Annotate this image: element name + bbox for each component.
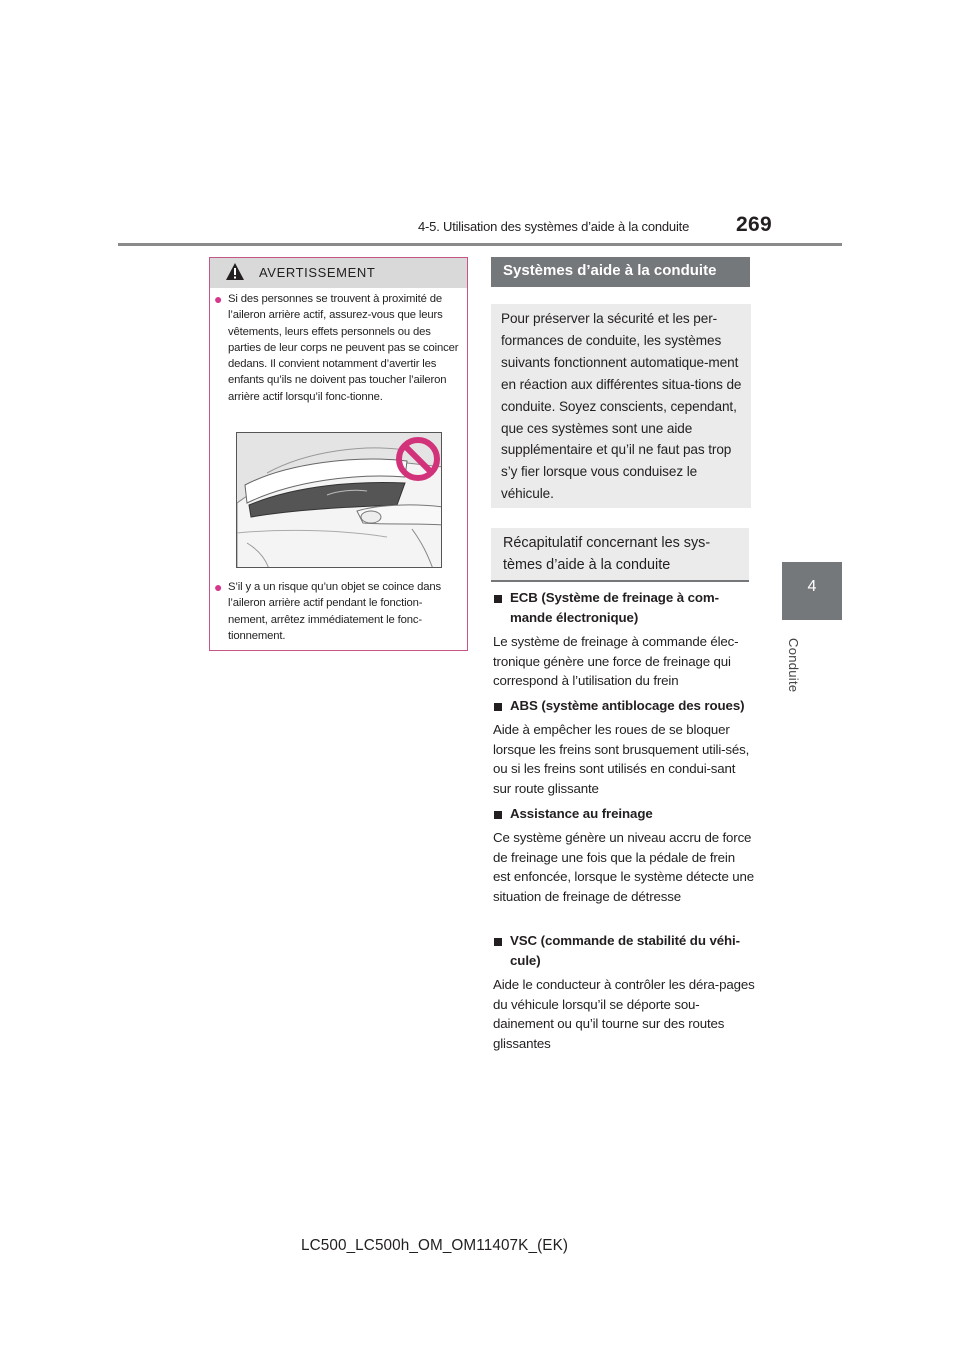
item-body: Ce système génère un niveau accru de force de freinage une fois que la pédale de frein est enfoncée, lorsque le système détecte une situation de freinage de détresse: [493, 830, 754, 904]
chapter-number: 4: [807, 578, 817, 595]
item-title: Assistance au freinage: [510, 806, 653, 821]
item-body: Aide le conducteur à contrôler les déra-pages du véhicule lorsqu’il se déporte sou-dainement ou qu’il tourne sur des routes glissantes: [493, 977, 755, 1051]
item-title: ECB (Système de freinage à com-mande électronique): [510, 590, 719, 625]
warning-text: Si des personnes se trouvent à proximité de l’aileron arrière actif, assurez-vous que leurs vêtements, leurs effets personnels ou des parties de leur corps ne peuvent pas se coincer dedans. Il convient notamment d’avertir les enfants qu’ils ne doivent pas toucher l’aileron arrière actif lorsqu’il fonc-tionne.: [228, 293, 459, 403]
chapter-label-text: Conduite: [786, 638, 801, 693]
square-bullet-icon: [494, 703, 502, 711]
item-title: VSC (commande de stabilité du véhi-cule): [510, 933, 740, 968]
bullet-icon: ●: [214, 579, 223, 595]
intro-box: [491, 304, 751, 508]
intro-text: Pour préserver la sécurité et les per-formances de conduite, les systèmes suivants fonctionnent automatique-ment en réaction aux différentes situa-tions de conduite. Soyez conscients, cependant, que ces systèmes sont une aide supplémentaire et qu’il ne faut pas trop s’y fier lorsque vous conduisez le véhicule.: [501, 311, 742, 502]
warning-text: S’il y a un risque qu’un objet se coince dans l’aileron arrière actif pendant le fonction-nement, arrêtez immédiatement le fonc-tionnement.: [228, 581, 442, 642]
chapter-label: [786, 638, 802, 698]
square-bullet-icon: [494, 938, 502, 946]
header-rule: [118, 243, 842, 246]
section-title: 4-5. Utilisation des systèmes d’aide à la conduite: [418, 219, 690, 234]
page-number: 269: [736, 213, 772, 236]
systems-header-text: Systèmes d’aide à la conduite: [503, 262, 717, 279]
square-bullet-icon: [494, 811, 502, 819]
square-bullet-icon: [494, 595, 502, 603]
systems-header: [491, 257, 750, 287]
warning-title: AVERTISSEMENT: [259, 265, 376, 280]
document-code: LC500_LC500h_OM_OM11407K_(EK): [301, 1237, 569, 1254]
item-body: Le système de freinage à commande élec-tronique génère une force de freinage qui correspond à l’utilisation du frein: [493, 634, 739, 689]
item-title: ABS (système antiblocage des roues): [510, 698, 745, 713]
prohibition-icon: [395, 436, 441, 482]
summary-box: [491, 528, 749, 582]
bullet-icon: ●: [214, 291, 223, 307]
item-body: Aide à empêcher les roues de se bloquer lorsque les freins sont brusquement utili-sés, ou si les freins sont utilisés en condui-sant sur route glissante: [493, 722, 750, 796]
warning-triangle-icon: [225, 262, 245, 281]
spoiler-illustration: [236, 432, 442, 568]
summary-title: Récapitulatif concernant les sys-tèmes d’aide à la conduite: [503, 535, 711, 573]
